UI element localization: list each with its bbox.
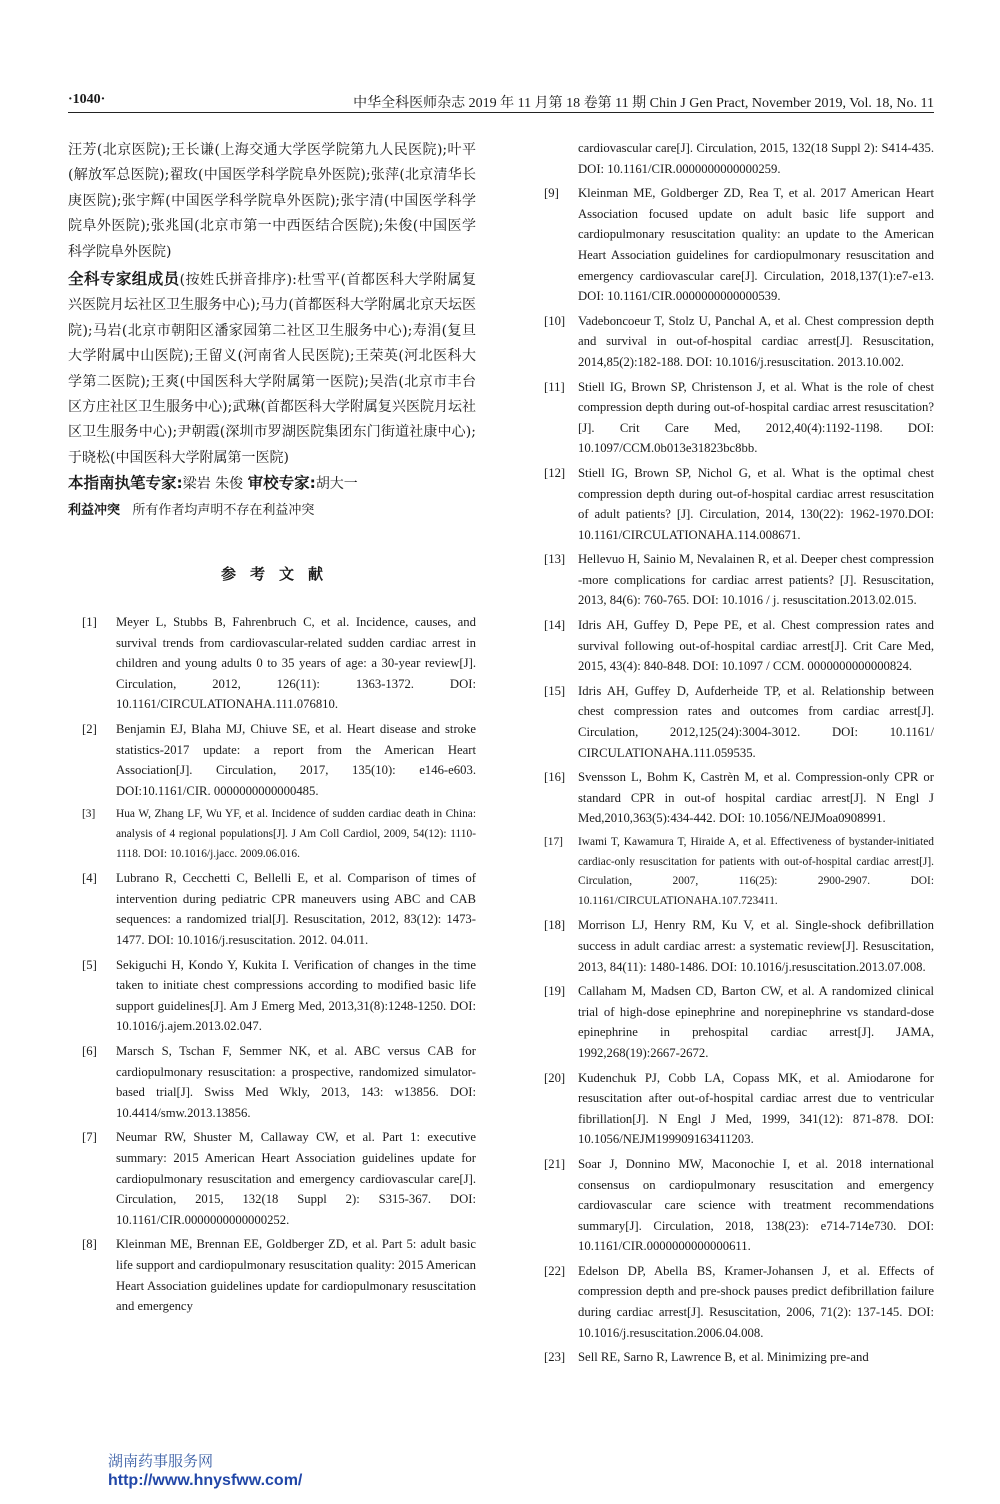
reference-item [68,1234,476,1316]
reference-item [530,1347,934,1368]
reference-item [530,463,934,545]
reference-number: [11] [544,379,565,394]
reference-text: Kleinman ME, Brennan EE, Goldberger ZD, et al. Part 5: adult basic life support and cardiopulmonary resuscitation quality: 2015 American Heart Association guidelines update for cardiopulmonary resuscitation and emergency [116,1237,476,1314]
reference-number: [8] [82,1237,97,1252]
left-column [68,138,476,1321]
reference-text: Marsch S, Tschan F, Semmer NK, et al. ABC versus CAB for cardiopulmonary resuscitation: a prospective, randomized simulator-based trial[J]. Swiss Med Wkly, 2013, 143: w13856. DOI: 10.4414/smw.2013.13856. [116,1043,476,1120]
reference-item [530,981,934,1063]
reference-text: Iwami T, Kawamura T, Hiraide A, et al. Effectiveness of bystander-initiated cardiac-only resuscitation for patients with out-of-hospital cardiac arrest[J]. Circulation, 2007, 116(25): 2900-2907. DOI: 10.1161/CIRCULATIONAHA.107.723411. [578,836,934,907]
reference-number: [13] [544,552,566,567]
reference-list-left [68,612,476,1317]
reference-text: Hellevuo H, Sainio M, Nevalainen R, et al. Deeper chest compression -more complications for cardiac arrest patients? [J]. Resuscitation, 2013, 84(6): 760-765. DOI: 10.1016 / j. resuscitation.2013.02.015. [578,552,934,608]
reference-number: [16] [544,770,566,785]
reference-number: [6] [82,1043,97,1058]
reference-text: cardiovascular care[J]. Circulation, 2015, 132(18 Suppl 2): S414-435. DOI: 10.1161/CIR.0000000000000259. [578,141,934,176]
writers-label: 本指南执笔专家: [68,474,183,493]
reference-text: Hua W, Zhang LF, Wu YF, et al. Incidence of sudden cardiac death in China: analysis of 4 regional populations[J]. J Am Coll Cardiol, 2009, 54(12): 1110-1118. DOI: 10.1016/j.jacc. 2009.06.016. [116,808,476,860]
reference-text: Sell RE, Sarno R, Lawrence B, et al. Minimizing pre-and [578,1350,869,1365]
reference-number: [3] [82,808,96,821]
right-column [530,138,934,1372]
running-header [68,90,934,112]
reference-item [530,915,934,977]
reference-item [530,1068,934,1150]
watermark [108,1452,302,1490]
reference-item [68,868,476,950]
journal-citation: 中华全科医师杂志 2019 年 11 月第 18 卷第 11 期 Chin J Gen Pract, November 2019, Vol. 18, No. 11 [353,96,934,111]
coi-label: 利益冲突 [68,502,121,518]
reference-item [68,805,476,864]
gp-expert-list: (按姓氏拼音排序):杜雪平(首都医科大学附属复兴医院月坛社区卫生服务中心);马力(首都医科大学附属北京天坛医院);马岩(北京市朝阳区潘家园第二社区卫生服务中心);寿涓(复旦大学附属中山医院);王留义(河南省人民医院);王荣英(河北医科大学第二医院);王爽(中国医科大学附属第一医院);吴浩(北京市丰台区方庄社区卫生服务中心);武琳(首都医科大学附属复兴医院月坛社区卫生服务中心);尹朝霞(深圳市罗湖医院集团东门街道社康中心);于晓松(中国医科大学附属第一医院) [68,272,476,466]
reference-item [68,1127,476,1230]
reference-number: [7] [82,1130,97,1145]
reference-number: [15] [544,683,566,698]
reference-item [530,311,934,373]
reference-text: Kleinman ME, Goldberger ZD, Rea T, et al. 2017 American Heart Association focused update on adult basic life support and cardiopulmonary resuscitation quality: an update to the American Heart Association guidelines for cardiopulmonary resuscitation and emergency cardiovascular care[J]. Circulation, 2018,137(1):e7-e13. DOI: 10.1161/CIR.0000000000000539. [578,186,934,304]
reference-text: Stiell IG, Brown SP, Christenson J, et al. What is the role of chest compression depth during out-of-hospital cardiac arrest resuscitation?[J]. Crit Care Med, 2012,40(4):1192-1198. DOI: 10.1097/CCM.0b013e31823bc8bb. [578,379,934,456]
reference-number: [14] [544,618,566,633]
reference-number: [19] [544,984,566,999]
reference-number: [22] [544,1263,566,1278]
reference-text: Sekiguchi H, Kondo Y, Kukita I. Verification of changes in the time taken to initiate chest compressions according to modified basic life support guidelines[J]. Am J Emerg Med, 2013,31(8):1248-1250. DOI: 10.1016/j.ajem.2013.02.047. [116,957,476,1034]
reference-item [530,615,934,677]
reference-number: [18] [544,918,566,933]
reference-item [68,955,476,1037]
reference-number: [10] [544,313,566,328]
reference-item [68,1041,476,1123]
reference-text: Soar J, Donnino MW, Maconochie I, et al. 2018 international consensus on cardiopulmonary resuscitation and emergency cardiovascular care science with treatment recommendations summary[J]. Circulation, 2018, 138(23): e714-714e730. DOI: 10.1161/CIR.0000000000000611. [578,1156,934,1254]
reference-item [530,833,934,911]
reference-text: Callaham M, Madsen CD, Barton CW, et al. A randomized clinical trial of high-dose epinephrine and norepinephrine vs standard-dose epinephrine in prehospital cardiac arrest[J]. JAMA, 1992,268(19):2667-2672. [578,984,934,1060]
reference-text: Morrison LJ, Henry RM, Ku V, et al. Single-shock defibrillation success in adult cardiac arrest: a systematic review[J]. Resuscitation, 2013, 84(11): 1480-1486. DOI: 10.1016/j.resuscitation.2013.07.008. [578,918,934,974]
writers-names: 梁岩 朱俊 [182,476,248,493]
reference-text: Meyer L, Stubbs B, Fahrenbruch C, et al. Incidence, causes, and survival trends from cardiovascular-related sudden cardiac arrest in children and young adults 0 to 35 years of age: a 30-year review[J]. Circulation, 2012, 126(11): 1363-1372. DOI: 10.1161/CIRCULATIONAHA.111.076810. [116,615,476,712]
reference-text: Edelson DP, Abella BS, Kramer-Johansen J, et al. Effects of compression depth and pre-shock pauses predict defibrillation failure during cardiac arrest[J]. Resuscitation, 2006, 71(2): 137-145. DOI: 10.1016/j.resuscitation.2006.04.008. [578,1263,934,1340]
reviewers-names: 胡大一 [315,476,358,493]
reference-number: [21] [544,1156,566,1171]
reference-item [530,138,934,179]
gp-expert-group [68,267,476,471]
reference-text: Vadeboncoeur T, Stolz U, Panchal A, et al. Chest compression depth and survival in out-of-hospital cardiac arrest[J]. Resuscitation, 2014,85(2):182-188. DOI: 10.1016/j.resuscitation. 2013.10.002. [578,313,934,369]
reference-item [530,549,934,611]
reference-number: [5] [82,957,97,972]
reference-item [68,719,476,801]
reference-text: Idris AH, Guffey D, Pepe PE, et al. Chest compression rates and survival following out-of-hospital cardiac arrest[J]. Crit Care Med, 2015, 43(4): 840-848. DOI: 10.1097 / CCM. 0000000000000824. [578,618,934,674]
reference-number: [23] [544,1350,566,1365]
reference-item [68,612,476,715]
reference-text: Stiell IG, Brown SP, Nichol G, et al. What is the optimal chest compression depth during out-of-hospital cardiac arrest resuscitation of adult patients? [J]. Circulation, 2014, 130(22): 1962-1970.DOI: 10.1161/CIRCULATIONAHA.114.008671. [578,465,934,542]
references-heading: 参考文献 [220,565,337,584]
reference-text: Svensson L, Bohm K, Castrèn M, et al. Compression-only CPR or standard CPR in out-of hospital cardiac arrest[J]. N Engl J Med,2010,363(5):434-442. DOI: 10.1056/NEJMoa0908991. [578,770,934,826]
page-number: ·1040· [68,92,106,107]
reference-text: Kudenchuk PJ, Cobb LA, Copass MK, et al. Amiodarone for resuscitation after out-of-hospital cardiac arrest due to ventricular fibrillation[J]. N Engl J Med, 1999, 341(12): 871-878. DOI: 10.1056/NEJM199909163411203. [578,1070,934,1147]
reference-number: [12] [544,465,566,480]
watermark-site-name: 湖南药事服务网 [108,1452,214,1470]
reference-text: Lubrano R, Cecchetti C, Bellelli E, et al. Comparison of times of intervention during pediatric CPR maneuvers using ABC and CAB sequences: a randomized trial[J]. Resuscitation, 2012, 83(12): 1473-1477. DOI: 10.1016/j.resuscitation. 2012. 04.011. [116,871,476,947]
reference-number: [4] [82,871,97,886]
conflict-of-interest [68,498,476,523]
watermark-url[interactable]: http://www.hnysfww.com/ [108,1472,303,1489]
reference-number: [17] [544,836,563,848]
reference-number: [20] [544,1070,566,1085]
reference-item [530,767,934,829]
reference-item [530,377,934,459]
expert-members-continued: 汪芳(北京医院);王长谦(上海交通大学医学院第九人民医院);叶平(解放军总医院);翟玫(中国医学科学院阜外医院);张萍(北京清华长庚医院);张宇辉(中国医学科学院阜外医院);张宇清(中国医学科学院阜外医院);张兆国(北京市第一中西医结合医院);朱俊(中国医学科学院阜外医院) [68,142,476,260]
reference-item [530,681,934,763]
reference-item [530,1154,934,1257]
reference-number: [1] [82,615,97,630]
reviewers-label: 审校专家: [247,474,316,493]
header-rule [68,112,934,113]
gp-expert-label: 全科专家组成员 [68,270,180,289]
reference-text: Idris AH, Guffey D, Aufderheide TP, et al. Relationship between chest compression rates and outcomes from cardiac arrest[J]. Circulation, 2012,125(24):3004-3012. DOI: 10.1161/ CIRCULATIONAHA.111.059535. [578,683,934,760]
writers-reviewers-line [68,471,476,497]
coi-statement: 所有作者均声明不存在利益冲突 [132,502,315,518]
reference-text: Neumar RW, Shuster M, Callaway CW, et al. Part 1: executive summary: 2015 American Heart Association guidelines update for cardiopulmonary resuscitation and emergency cardiovascular care[J]. Circulation, 2015, 132(18 Suppl 2): S315-367. DOI: 10.1161/CIR.0000000000000252. [116,1130,476,1227]
reference-number: [2] [82,722,97,737]
reference-item [530,183,934,307]
reference-item [530,1261,934,1343]
reference-text: Benjamin EJ, Blaha MJ, Chiuve SE, et al. Heart disease and stroke statistics-2017 update: a report from the American Heart Association[J]. Circulation, 2017, 135(10): e146-e603. DOI:10.1161/CIR. 0000000000000485. [116,722,476,798]
reference-number: [9] [544,186,559,201]
reference-list-right [530,138,934,1368]
